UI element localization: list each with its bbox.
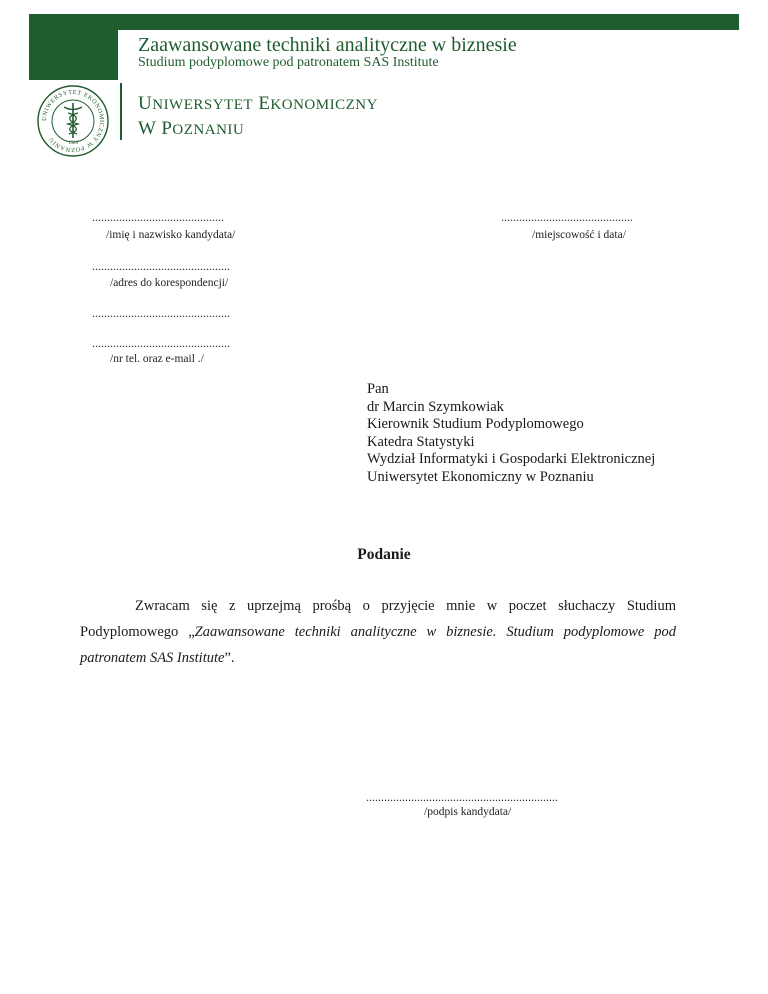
addressee-line: Uniwersytet Ekonomiczny w Poznaniu [367, 468, 594, 485]
contact-field-label: /nr tel. oraz e-mail ./ [110, 353, 204, 365]
place-date-field-label: /miejscowość i data/ [532, 229, 626, 241]
addressee-line: Kierownik Studium Podyplomowego [367, 416, 584, 432]
addressee-line: Pan [367, 381, 389, 397]
address-field-label: /adres do korespondencji/ [110, 277, 229, 289]
university-name-cap: U [138, 93, 153, 114]
seal-text: UNIWERSYTET EKONOMICZNY W POZNANIU [40, 88, 106, 154]
signature-dots[interactable]: ................................................................ [366, 790, 558, 804]
addressee-line: Wydział Informatyki i Gospodarki Elektronicznej [367, 451, 656, 467]
addressee-line: dr Marcin Szymkowiak [367, 398, 504, 415]
university-name-cap: P [161, 118, 173, 139]
address-field-dots[interactable]: .............................................. [92, 259, 230, 273]
letter-heading: Podanie [357, 546, 411, 563]
program-title: Zaawansowane techniki analityczne w biznesie [138, 34, 517, 56]
addressee-line: Katedra Statystyki [367, 433, 475, 450]
letter-body-text: Zwracam się z uprzejmą prośbą o przyjęcie mnie w poczet słuchaczy Studium Podyplomowego „ [80, 598, 676, 640]
name-field-dots[interactable]: ............................................ [92, 210, 224, 224]
university-name-part: OZNANIU [172, 122, 245, 138]
signature-label: /podpis kandydata/ [424, 806, 512, 818]
university-seal-logo [35, 83, 111, 159]
place-date-field-dots[interactable]: ............................................ [501, 210, 633, 224]
university-name-part: NIWERSYTET [152, 97, 254, 113]
header-band-left [29, 14, 118, 80]
letter-body-end: ”. [224, 650, 235, 666]
program-subtitle: Studium podyplomowe pod patronatem SAS Institute [138, 55, 439, 70]
letter-body [80, 593, 676, 671]
university-name [138, 92, 378, 142]
address-field-dots-2[interactable]: .............................................. [92, 306, 230, 320]
contact-field-dots[interactable]: .............................................. [92, 336, 230, 350]
seal-year: 1926 [68, 141, 78, 146]
header-divider [120, 83, 122, 140]
program-name-italic: Zaawansowane techniki analityczne w biznesie. Studium podyplomowe pod patronatem SAS Institute [80, 624, 676, 666]
university-name-part: KONOMICZNY [270, 97, 378, 113]
university-name-cap: E [258, 93, 271, 114]
name-field-label: /imię i nazwisko kandydata/ [106, 229, 236, 241]
addressee-block [367, 381, 655, 486]
university-name-cap: W [138, 118, 157, 139]
